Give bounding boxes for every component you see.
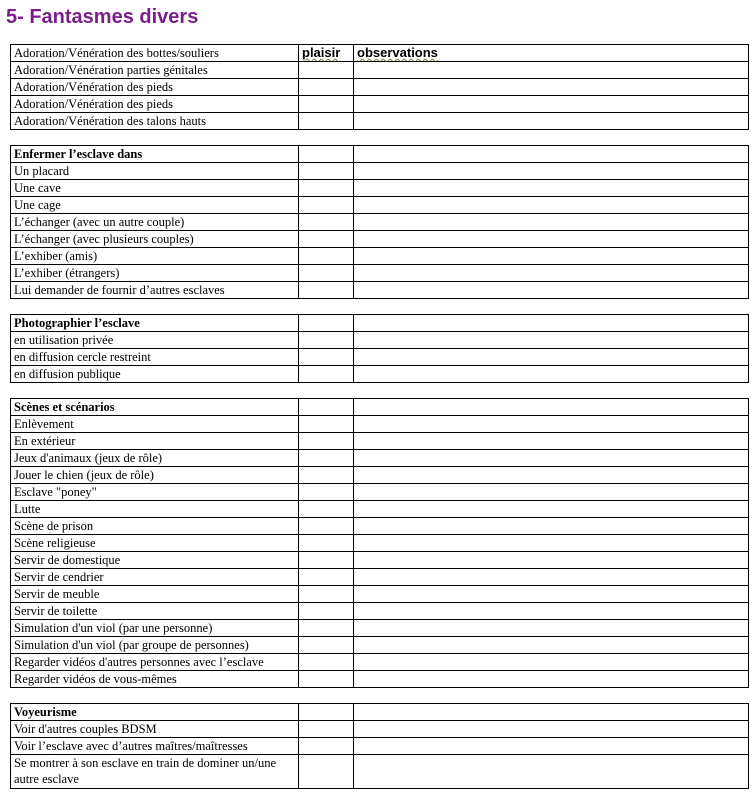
observations-cell[interactable] (354, 96, 749, 113)
observations-cell[interactable] (354, 518, 749, 535)
observations-cell[interactable] (354, 416, 749, 433)
plaisir-cell[interactable] (299, 501, 354, 518)
fantasy-label: Scène de prison (11, 518, 299, 535)
fantasy-label: Adoration/Vénération des pieds (11, 79, 299, 96)
observations-cell[interactable] (354, 755, 749, 789)
observations-cell[interactable] (354, 552, 749, 569)
fantasy-label: Un placard (11, 163, 299, 180)
plaisir-cell[interactable] (299, 535, 354, 552)
section-title: Enfermer l’esclave dans (11, 146, 299, 163)
section-title: Photographier l’esclave (11, 315, 299, 332)
fantasy-label: Lutte (11, 501, 299, 518)
table-row (11, 231, 749, 248)
plaisir-cell[interactable] (299, 163, 354, 180)
plaisir-cell[interactable] (299, 197, 354, 214)
table-row (11, 113, 749, 130)
fantasy-label: Servir de toilette (11, 603, 299, 620)
observations-cell[interactable] (354, 738, 749, 755)
plaisir-cell[interactable] (299, 721, 354, 738)
table-row (11, 671, 749, 688)
table-row (11, 467, 749, 484)
observations-cell[interactable] (354, 282, 749, 299)
observations-cell[interactable] (354, 349, 749, 366)
table-row (11, 366, 749, 383)
section-title: Voyeurisme (11, 704, 299, 721)
table-row (11, 433, 749, 450)
observations-cell[interactable] (354, 433, 749, 450)
observations-cell[interactable] (354, 62, 749, 79)
fantasy-label: Adoration/Vénération des bottes/souliers (11, 45, 299, 62)
fantasy-label: Scène religieuse (11, 535, 299, 552)
table-row (11, 620, 749, 637)
table-row (11, 416, 749, 433)
fantasy-label: L’exhiber (étrangers) (11, 265, 299, 282)
observations-cell[interactable] (354, 146, 749, 163)
observations-cell[interactable] (354, 214, 749, 231)
fantasy-label: Une cave (11, 180, 299, 197)
table-row (11, 586, 749, 603)
fantasy-label: Se montrer à son esclave en train de dominer un/une autre esclave (11, 755, 299, 789)
fantasy-label: L’échanger (avec un autre couple) (11, 214, 299, 231)
table-row (11, 265, 749, 282)
plaisir-cell[interactable] (299, 62, 354, 79)
plaisir-cell[interactable] (299, 637, 354, 654)
plaisir-cell[interactable] (299, 416, 354, 433)
table-row (11, 552, 749, 569)
fantasy-label: Simulation d'un viol (par une personne) (11, 620, 299, 637)
plaisir-cell[interactable] (299, 113, 354, 130)
observations-cell[interactable] (354, 654, 749, 671)
fantasy-label: L’exhiber (amis) (11, 248, 299, 265)
table-row (11, 603, 749, 620)
fantasy-table (10, 44, 749, 130)
observations-cell[interactable] (354, 467, 749, 484)
fantasy-label: en diffusion cercle restreint (11, 349, 299, 366)
table-spacer (10, 383, 748, 398)
observations-cell[interactable] (354, 315, 749, 332)
plaisir-cell[interactable] (299, 467, 354, 484)
table-row (11, 180, 749, 197)
table-row (11, 332, 749, 349)
plaisir-cell[interactable] (299, 671, 354, 688)
observations-cell[interactable] (354, 450, 749, 467)
table-row (11, 450, 749, 467)
observations-cell[interactable] (354, 79, 749, 96)
table-row (11, 248, 749, 265)
section-header-row (11, 315, 749, 332)
table-row (11, 569, 749, 586)
table-row (11, 349, 749, 366)
fantasy-label: en diffusion publique (11, 366, 299, 383)
plaisir-cell[interactable] (299, 248, 354, 265)
plaisir-cell[interactable] (299, 146, 354, 163)
plaisir-cell[interactable] (299, 552, 354, 569)
section-header-row (11, 399, 749, 416)
plaisir-cell[interactable] (299, 620, 354, 637)
observations-header: observations (354, 45, 749, 62)
plaisir-cell[interactable] (299, 603, 354, 620)
plaisir-cell[interactable] (299, 433, 354, 450)
plaisir-cell[interactable] (299, 214, 354, 231)
plaisir-cell[interactable] (299, 96, 354, 113)
plaisir-cell[interactable] (299, 79, 354, 96)
table-row (11, 79, 749, 96)
fantasy-table (10, 145, 749, 299)
plaisir-cell[interactable] (299, 366, 354, 383)
fantasy-label: Jeux d'animaux (jeux de rôle) (11, 450, 299, 467)
plaisir-cell[interactable] (299, 738, 354, 755)
fantasy-label: Esclave "poney" (11, 484, 299, 501)
table-row (11, 197, 749, 214)
observations-cell[interactable] (354, 671, 749, 688)
fantasy-table (10, 314, 749, 383)
fantasy-table (10, 398, 749, 688)
plaisir-cell[interactable] (299, 569, 354, 586)
table-row (11, 45, 749, 62)
fantasy-label: Voir d'autres couples BDSM (11, 721, 299, 738)
plaisir-cell[interactable] (299, 755, 354, 789)
observations-cell[interactable] (354, 704, 749, 721)
fantasy-label: Enlèvement (11, 416, 299, 433)
observations-cell[interactable] (354, 197, 749, 214)
table-row (11, 62, 749, 79)
plaisir-cell[interactable] (299, 450, 354, 467)
fantasy-label: En extérieur (11, 433, 299, 450)
table-row (11, 637, 749, 654)
fantasy-label: Servir de cendrier (11, 569, 299, 586)
plaisir-cell[interactable] (299, 399, 354, 416)
plaisir-cell[interactable] (299, 349, 354, 366)
observations-cell[interactable] (354, 603, 749, 620)
observations-cell[interactable] (354, 332, 749, 349)
plaisir-cell[interactable] (299, 518, 354, 535)
observations-cell[interactable] (354, 248, 749, 265)
table-row (11, 501, 749, 518)
fantasy-label: Regarder vidéos d'autres personnes avec l’esclave (11, 654, 299, 671)
observations-cell[interactable] (354, 265, 749, 282)
section-title: Scènes et scénarios (11, 399, 299, 416)
section-header-row (11, 704, 749, 721)
fantasy-label: Regarder vidéos de vous-mêmes (11, 671, 299, 688)
plaisir-cell[interactable] (299, 231, 354, 248)
fantasy-label: Servir de meuble (11, 586, 299, 603)
fantasy-label: Voir l’esclave avec d’autres maîtres/maîtresses (11, 738, 299, 755)
fantasy-label: Lui demander de fournir d’autres esclaves (11, 282, 299, 299)
observations-cell[interactable] (354, 637, 749, 654)
observations-cell[interactable] (354, 586, 749, 603)
plaisir-cell[interactable] (299, 332, 354, 349)
fantasy-label: Adoration/Vénération des pieds (11, 96, 299, 113)
table-row (11, 518, 749, 535)
observations-cell[interactable] (354, 366, 749, 383)
page-title: 5- Fantasmes divers (6, 6, 199, 28)
observations-cell[interactable] (354, 231, 749, 248)
fantasy-table (10, 703, 749, 789)
fantasy-tables (10, 44, 748, 789)
observations-cell[interactable] (354, 180, 749, 197)
table-row (11, 214, 749, 231)
observations-cell[interactable] (354, 535, 749, 552)
observations-cell[interactable] (354, 484, 749, 501)
observations-cell[interactable] (354, 399, 749, 416)
table-row (11, 755, 749, 789)
fantasy-label: en utilisation privée (11, 332, 299, 349)
observations-cell[interactable] (354, 501, 749, 518)
table-row (11, 282, 749, 299)
plaisir-cell[interactable] (299, 265, 354, 282)
plaisir-cell[interactable] (299, 484, 354, 501)
observations-cell[interactable] (354, 721, 749, 738)
table-row (11, 738, 749, 755)
plaisir-cell[interactable] (299, 282, 354, 299)
fantasy-label: Simulation d'un viol (par groupe de personnes) (11, 637, 299, 654)
observations-cell[interactable] (354, 620, 749, 637)
plaisir-cell[interactable] (299, 180, 354, 197)
section-header-row (11, 146, 749, 163)
fantasy-label: L’échanger (avec plusieurs couples) (11, 231, 299, 248)
observations-cell[interactable] (354, 163, 749, 180)
table-row (11, 484, 749, 501)
fantasy-label: Une cage (11, 197, 299, 214)
table-row (11, 163, 749, 180)
fantasy-label: Jouer le chien (jeux de rôle) (11, 467, 299, 484)
fantasy-label: Servir de domestique (11, 552, 299, 569)
table-row (11, 535, 749, 552)
plaisir-cell[interactable] (299, 586, 354, 603)
plaisir-cell[interactable] (299, 704, 354, 721)
table-row (11, 654, 749, 671)
fantasy-label: Adoration/Vénération des talons hauts (11, 113, 299, 130)
table-spacer (10, 688, 748, 703)
table-spacer (10, 299, 748, 314)
observations-cell[interactable] (354, 113, 749, 130)
plaisir-cell[interactable] (299, 654, 354, 671)
plaisir-cell[interactable] (299, 315, 354, 332)
table-spacer (10, 130, 748, 145)
fantasy-label: Adoration/Vénération parties génitales (11, 62, 299, 79)
table-row (11, 721, 749, 738)
table-row (11, 96, 749, 113)
observations-cell[interactable] (354, 569, 749, 586)
plaisir-header: plaisir (299, 45, 354, 62)
